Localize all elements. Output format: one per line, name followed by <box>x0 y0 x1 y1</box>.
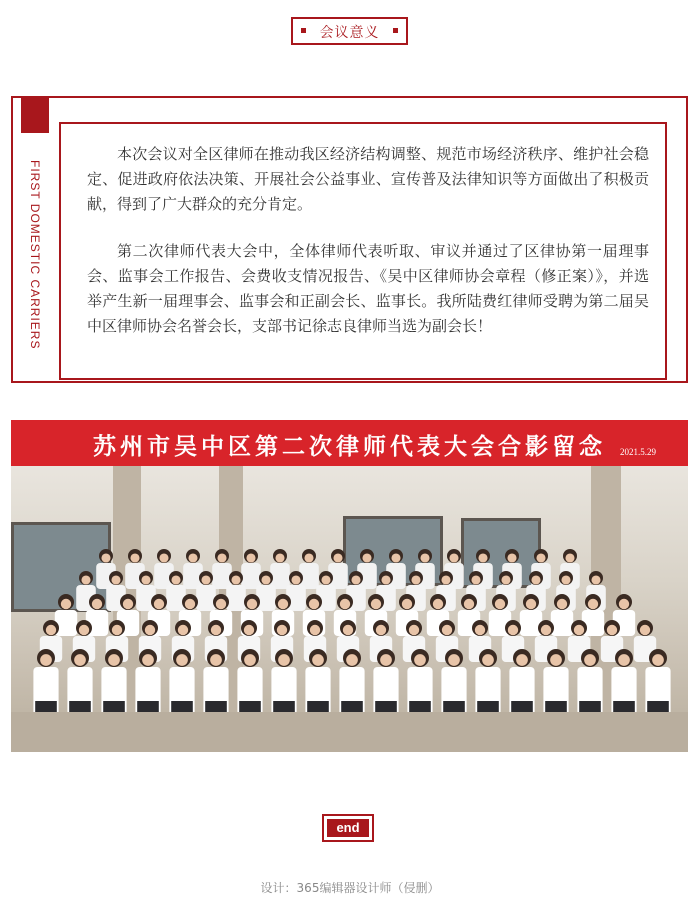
person-face <box>541 625 551 635</box>
person-face <box>185 599 195 609</box>
person-face <box>402 599 412 609</box>
corner-block <box>21 96 49 133</box>
person-face <box>278 599 288 609</box>
person-body <box>55 610 77 636</box>
person-face <box>501 575 510 584</box>
person-face <box>561 575 570 584</box>
person-face <box>591 575 600 584</box>
person-face <box>619 599 629 609</box>
person-face <box>448 654 460 666</box>
person-face <box>381 575 390 584</box>
person-face <box>171 575 180 584</box>
person-face <box>550 654 562 666</box>
paragraph-1: 本次会议对全区律师在推动我区经济结构调整、规范市场经济秩序、维护社会稳定、促进政府依法决策、开展社会公益事业、宣传普及法律知识等方面做出了积极贡献，得到了广大群众的充分肯定。 <box>87 145 649 213</box>
person-face <box>531 575 540 584</box>
person-face <box>304 553 313 562</box>
person-face <box>74 654 86 666</box>
person-face <box>351 575 360 584</box>
person-face <box>420 553 429 562</box>
person-body <box>256 585 276 611</box>
person-body <box>226 585 246 611</box>
person-face <box>216 599 226 609</box>
person-face <box>130 553 139 562</box>
person-face <box>618 654 630 666</box>
person-body <box>270 563 290 589</box>
person-face <box>46 625 56 635</box>
person-face <box>380 654 392 666</box>
person-face <box>433 599 443 609</box>
person-face <box>414 654 426 666</box>
person-body <box>212 563 232 589</box>
person-face <box>584 654 596 666</box>
person-face <box>495 599 505 609</box>
person-face <box>449 553 458 562</box>
person-face <box>210 654 222 666</box>
person-face <box>81 575 90 584</box>
person-face <box>275 553 284 562</box>
person-face <box>409 625 419 635</box>
group-photo <box>11 420 688 752</box>
person-face <box>565 553 574 562</box>
person-face <box>441 575 450 584</box>
person-face <box>159 553 168 562</box>
design-credit: 设计：365编辑器设计师（侵删） <box>260 881 440 895</box>
person-face <box>482 654 494 666</box>
person-face <box>442 625 452 635</box>
person-face <box>391 553 400 562</box>
person-face <box>40 654 52 666</box>
banner-title: 苏州市吴中区第二次律师代表大会合影留念 <box>93 433 606 460</box>
person-face <box>371 599 381 609</box>
person-face <box>123 599 133 609</box>
person-face <box>340 599 350 609</box>
person-face <box>557 599 567 609</box>
person-face <box>92 599 102 609</box>
person-face <box>607 625 617 635</box>
person-face <box>588 599 598 609</box>
text-box <box>59 122 667 380</box>
person-face <box>244 654 256 666</box>
person-face <box>79 625 89 635</box>
person-face <box>411 575 420 584</box>
section-title: 会议意义 <box>319 25 380 41</box>
person-face <box>61 599 71 609</box>
person-face <box>246 553 255 562</box>
side-label: FIRST DOMESTIC CARRIERS <box>28 160 42 350</box>
person-face <box>310 625 320 635</box>
end-label: end <box>327 819 369 837</box>
person-body <box>241 563 261 589</box>
person-face <box>309 599 319 609</box>
people-group <box>11 466 688 752</box>
person-face <box>247 599 257 609</box>
person-face <box>464 599 474 609</box>
person-face <box>188 553 197 562</box>
person-face <box>154 599 164 609</box>
person-face <box>475 625 485 635</box>
end-badge <box>322 814 374 842</box>
person-face <box>516 654 528 666</box>
person-face <box>343 625 353 635</box>
person-face <box>376 625 386 635</box>
photo-scene <box>11 466 688 752</box>
person-face <box>244 625 254 635</box>
person-face <box>526 599 536 609</box>
person-face <box>478 553 487 562</box>
person-face <box>211 625 221 635</box>
person-face <box>346 654 358 666</box>
person-face <box>145 625 155 635</box>
paragraph-2: 第二次律师代表大会中，全体律师代表听取、审议并通过了区律协第一届理事会、监事会工作报告、会费收支情况报告、《吴中区律师协会章程（修正案）》，并选举产生新一届理事会、监事会和正副会长、监事长。我所陆费红律师受聘为第二届吴中区律师协会名誉会长，支部书记徐志良律师当选为副会长！ <box>87 242 649 335</box>
person-face <box>112 625 122 635</box>
person-face <box>231 575 240 584</box>
person-body <box>551 610 573 636</box>
person-face <box>277 625 287 635</box>
person-face <box>362 553 371 562</box>
person-face <box>574 625 584 635</box>
person-face <box>111 575 120 584</box>
section-title-tag <box>291 17 408 45</box>
banner-date: 2021.5.29 <box>620 447 656 457</box>
person-face <box>261 575 270 584</box>
person-face <box>108 654 120 666</box>
person-face <box>471 575 480 584</box>
person-face <box>141 575 150 584</box>
person-face <box>536 553 545 562</box>
person-face <box>178 625 188 635</box>
person-face <box>508 625 518 635</box>
floor <box>11 712 688 752</box>
person-body <box>196 585 216 611</box>
person-face <box>201 575 210 584</box>
person-face <box>176 654 188 666</box>
person-face <box>333 553 342 562</box>
person-face <box>321 575 330 584</box>
person-face <box>278 654 290 666</box>
person-face <box>640 625 650 635</box>
person-face <box>217 553 226 562</box>
person-face <box>652 654 664 666</box>
person-face <box>291 575 300 584</box>
person-body <box>166 585 186 611</box>
person-face <box>507 553 516 562</box>
person-face <box>142 654 154 666</box>
photo-banner <box>11 420 688 466</box>
person-face <box>101 553 110 562</box>
tag-square-right <box>393 28 398 33</box>
person-face <box>312 654 324 666</box>
person-body <box>520 610 542 636</box>
